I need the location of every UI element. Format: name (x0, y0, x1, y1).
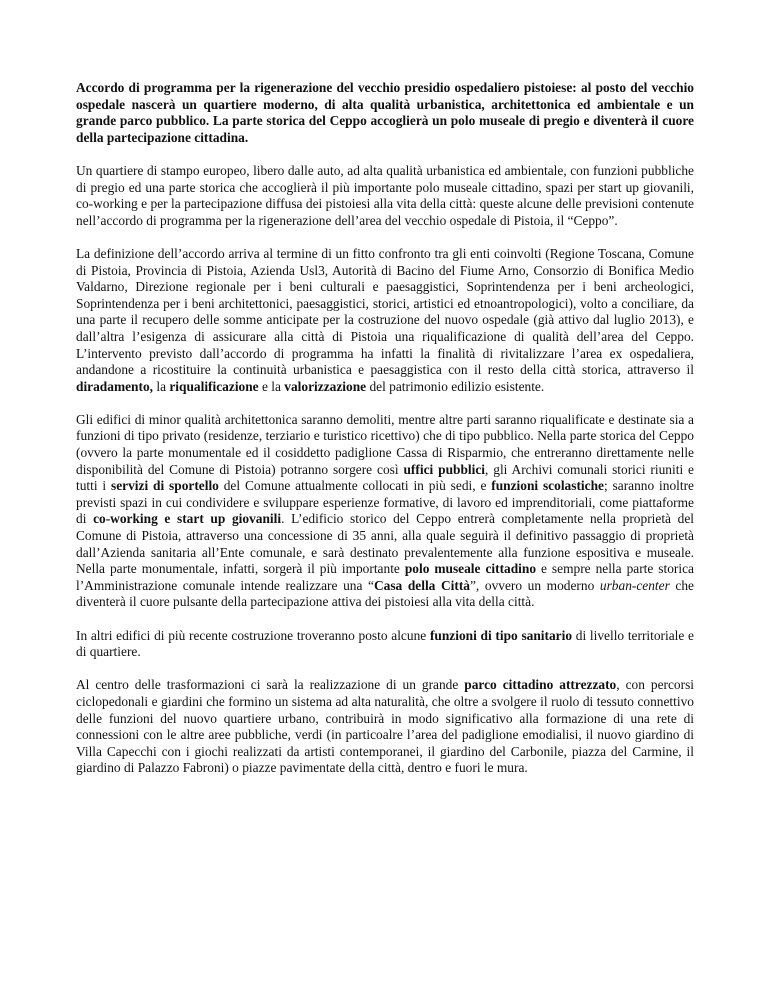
text-span: In altri edifici di più recente costruzione troveranno posto alcune (76, 627, 430, 643)
text-span: di livello territoriale e di quartiere. (76, 627, 694, 660)
text-span: Al centro delle trasformazioni ci sarà la realizzazione di un grande (76, 677, 465, 693)
bold-term-diradamento: diradamento, (76, 378, 153, 394)
bold-term-polo-museale: polo museale cittadino (404, 561, 537, 577)
text-span: e la (258, 378, 285, 394)
paragraph-3 (76, 412, 694, 611)
text-span: Gli edifici di minor qualità architettonica saranno demoliti, mentre altre parti saranno riqualificate e destinate sia a funzioni di tipo privato (residenze, terziario e turistico ricettivo) che di tipo pubblico. Nella parte storica del Ceppo (ovvero la parte monumentale ed il cosiddetto padiglione Cassa di Risparmio, che entreranno direttamente nelle disponibilità del Comune di Pistoia) potranno sorgere così (76, 411, 694, 477)
italic-term-urban-center: urban-center (599, 577, 670, 593)
bold-term-casa-della-citta: Casa della Città (373, 577, 470, 593)
paragraph-1: Un quartiere di stampo europeo, libero dalle auto, ad alta qualità urbanistica ed ambientale, con funzioni pubbliche di pregio ed una parte storica che accoglierà il più importante polo museale cittadino, spazi per start up giovanili, co-working e per la partecipazione diffusa dei pistoiesi alla vita della città: queste alcune delle previsioni contenute nell’accordo di programma per la rigenerazione dell’area del vecchio ospedale di Pistoia, il “Ceppo”. (76, 162, 694, 228)
text-span: ”, ovvero un moderno (469, 577, 600, 593)
text-span: , gli Archivi comunali storici riuniti e tutti i (76, 461, 694, 494)
bold-term-funzioni-sanitarie: funzioni di tipo sanitario (429, 627, 573, 643)
text-span: la (153, 378, 170, 394)
bold-term-parco-cittadino: parco cittadino attrezzato (464, 677, 617, 693)
bold-term-funzioni-scolastiche: funzioni scolastiche (491, 478, 604, 494)
bold-term-valorizzazione: valorizzazione (284, 378, 367, 394)
text-span: e sempre nella parte storica l’Amministrazione comunale intende realizzare una “ (76, 561, 694, 593)
bold-term-uffici-pubblici: uffici pubblici (403, 461, 486, 477)
paragraph-2 (76, 246, 694, 395)
text-span: del patrimonio edilizio esistente. (366, 378, 545, 394)
document-page (76, 80, 694, 794)
text-span: ; saranno inoltre previsti spazi in cui condividere e sviluppare esperienze formative, di lavoro ed imprenditoriali, come piattaforme di (76, 478, 694, 527)
text-span: del Comune attualmente collocati in più sedi, e (218, 478, 492, 494)
bold-term-riqualificazione: riqualificazione (169, 378, 259, 394)
text-span: che diventerà il cuore pulsante della partecipazione attiva dei pistoiesi alla vita della città. (76, 577, 695, 610)
text-span: La definizione dell’accordo arriva al termine di un fitto confronto tra gli enti coinvolti (Regione Toscana, Comune di Pistoia, Provincia di Pistoia, Azienda Usl3, Autorità di Bacino del Fiume Arno, Consorzio di Bonifica Medio Valdarno, Direzione regionale per i beni culturali e paesaggistici, Soprintendenza per i beni archeologici, Soprintendenza per i beni architettonici, paesaggistici, storici, artistici ed etnoantropologici), volto a conciliare, da una parte il recupero delle somme anticipate per la costruzione del nuovo ospedale (già attivo dal luglio 2013), e dall’altra l’esigenza di assicurare alla città di Pistoia una riqualificazione di qualità dell’area del Ceppo. L’intervento previsto dall’accordo di programma ha infatti la finalità di rivitalizzare l’area ex ospedaliera, andandone a ricostituire la continuità urbanistica e paesaggistica con il resto della città storica, attraverso il (76, 245, 694, 378)
paragraph-4 (76, 628, 694, 661)
text-span: . L’edificio storico del Ceppo entrerà completamente nella proprietà del Comune di Pistoia, attraverso una concessione di 35 anni, alla quale seguirà il definitivo passaggio di proprietà dall’Azienda sanitaria all’Ente comunale, e sarà destinato prevalentemente alla funzione espositiva e museale. Nella parte monumentale, infatti, sorgerà il più importante (76, 511, 694, 577)
bold-term-co-working: co-working e start up giovanili (93, 511, 282, 527)
text-span: , con percorsi ciclopedonali e giardini che formino un sistema ad alta naturalità, che oltre a svolgere il ruolo di tessuto connettivo delle funzioni del nuovo quartiere urbano, contribuirà in modo significativo alla formazione di una rete di connessioni con le altre aree pubbliche, verdi (in particoalre l’area del padiglione emodialisi, il nuovo giardino di Villa Capecchi con i giochi realizzati da artisti contemporanei, il giardino del Carbonile, piazza del Carmine, il giardino di Palazzo Fabroni) o piazze pavimentate della città, dentro e fuori le mura. (76, 677, 694, 776)
paragraph-5 (76, 677, 694, 777)
lead-paragraph: Accordo di programma per la rigenerazione del vecchio presidio ospedaliero pistoiese: al posto del vecchio ospedale nascerà un quartiere moderno, di alta qualità urbanistica, architettonica ed ambientale e un grande parco pubblico. La parte storica del Ceppo accoglierà un polo museale di pregio e diventerà il cuore della partecipazione cittadina. (76, 80, 694, 145)
bold-term-servizi-sportello: servizi di sportello (111, 478, 219, 494)
